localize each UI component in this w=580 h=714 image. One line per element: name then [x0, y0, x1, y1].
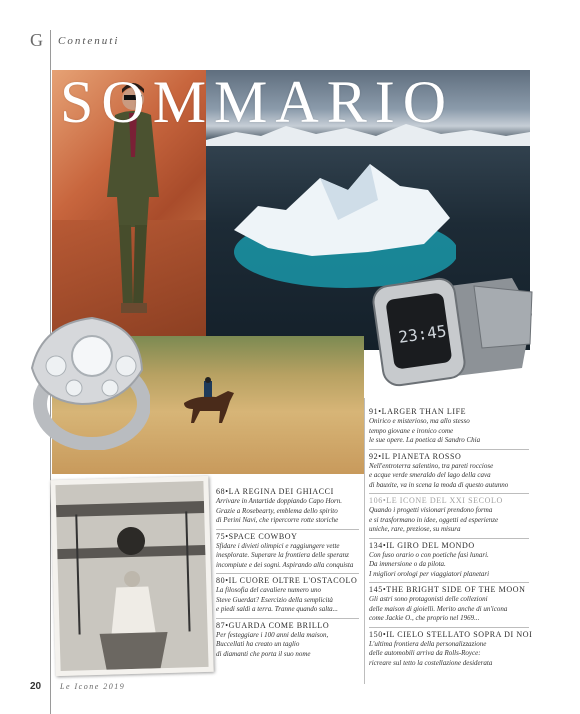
- watch-time: 23:45: [397, 321, 448, 347]
- toc-entry-title: IL CUORE OLTRE L'OSTACOLO: [228, 576, 358, 585]
- page-title: SOMMARIO: [60, 69, 455, 135]
- diamond-ring: [22, 308, 150, 450]
- toc-column-right: [369, 405, 533, 671]
- toc-entry[interactable]: 150•IL CIELO STELLATO SOPRA DI NOI L'ultima frontiera della personalizzazione delle automobili arriva da Rolls-Royce: ricreare sul tetto la costellazione desiderata: [369, 627, 529, 669]
- horse-rider-figure: [176, 377, 244, 425]
- page-number: 20: [30, 681, 42, 692]
- toc-entry-title: THE BRIGHT SIDE OF THE MOON: [386, 585, 526, 594]
- toc-entry[interactable]: 106•LE ICONE DEL XXI SECOLO Quando i progetti visionari prendono forma e si trasformano in idee, oggetti ed esperienze uniche, rare, preziose, su misura: [369, 493, 529, 535]
- toc-entry[interactable]: 68•LA REGINA DEI GHIACCI Arrivare in Antartide doppiando Capo Horn. Grazie a Rosebearty, emblema dello spirito di Perini Navi, che ripercorre rotte storiche: [216, 487, 342, 524]
- publication-name: Le Icone 2019: [60, 682, 126, 691]
- toc-page-number: 106: [369, 496, 383, 505]
- toc-column-left: [216, 485, 359, 662]
- toc-entry[interactable]: 80•IL CUORE OLTRE L'OSTACOLO La filosofia del cavaliere numero uno Steve Guerdat? Esercizio della semplicità e piedi saldi a terra. Tranne quando salta...: [216, 573, 359, 615]
- toc-entry-title: SPACE COWBOY: [228, 531, 298, 541]
- toc-page-number: 91: [369, 407, 379, 416]
- toc-entry[interactable]: 145•THE BRIGHT SIDE OF THE MOON Gli astri sono protagonisti delle collezioni delle maison di gioielli. Merito anche di un'icona come Jackie O., che proprio nel 1969...: [369, 582, 529, 624]
- toc-entry-title: LE ICONE DEL XXI SECOLO: [386, 496, 503, 505]
- toc-entry[interactable]: 91•LARGER THAN LIFE Onirico e misterioso, ma allo stesso tempo giovane e ironico come le sue opere. La poetica di Sandro Chia: [369, 407, 481, 444]
- toc-entry[interactable]: 134•IL GIRO DEL MONDO Con fuso orario o con poetiche fasi lunari. Da immersione o da pilota. I migliori orologi per viaggiatori planetari: [369, 538, 529, 580]
- section-letter: G: [30, 30, 43, 50]
- toc-entry[interactable]: 75•SPACE COWBOY Sfidare i divieti olimpici e raggiungere vette inesplorate. Superare la frontiera delle speranz incompiute e dei sogni. Aspirando alla conquista: [216, 529, 359, 571]
- toc-entry[interactable]: 92•IL PIANETA ROSSO Nell'entroterra salentino, tra pareti rocciose e acque verde smeraldo del lago della cava di bauxite, va in scena la moda di questo autunno: [369, 449, 529, 491]
- digital-watch: [362, 268, 534, 396]
- toc-page-number: 92: [369, 451, 379, 461]
- toc-entry-title: IL PIANETA ROSSO: [381, 451, 462, 461]
- toc-entry-title: GUARDA COME BRILLO: [228, 620, 330, 630]
- toc-entry-title: IL GIRO DEL MONDO: [386, 540, 475, 550]
- toc-page-number: 134: [369, 540, 383, 550]
- toc-page-number: 80: [216, 576, 226, 585]
- column-divider: [364, 398, 365, 684]
- toc-entry-title: LARGER THAN LIFE: [381, 407, 467, 416]
- section-name: Contenuti: [58, 35, 120, 47]
- toc-page-number: 145: [369, 585, 383, 594]
- toc-page-number: 68: [216, 487, 226, 496]
- toc-entry[interactable]: 87•GUARDA COME BRILLO Per festeggiare i 100 anni della maison, Buccellati ha creato un taglio di diamanti che porta il suo nome: [216, 618, 359, 660]
- toc-page-number: 87: [216, 620, 226, 630]
- toc-page-number: 150: [369, 629, 383, 639]
- toc-entry-title: LA REGINA DEI GHIACCI: [228, 487, 334, 496]
- toc-entry-title: IL CIELO STELLATO SOPRA DI NOI: [386, 629, 533, 639]
- toc-page-number: 75: [216, 531, 226, 541]
- vintage-aviator-photo: [50, 476, 213, 676]
